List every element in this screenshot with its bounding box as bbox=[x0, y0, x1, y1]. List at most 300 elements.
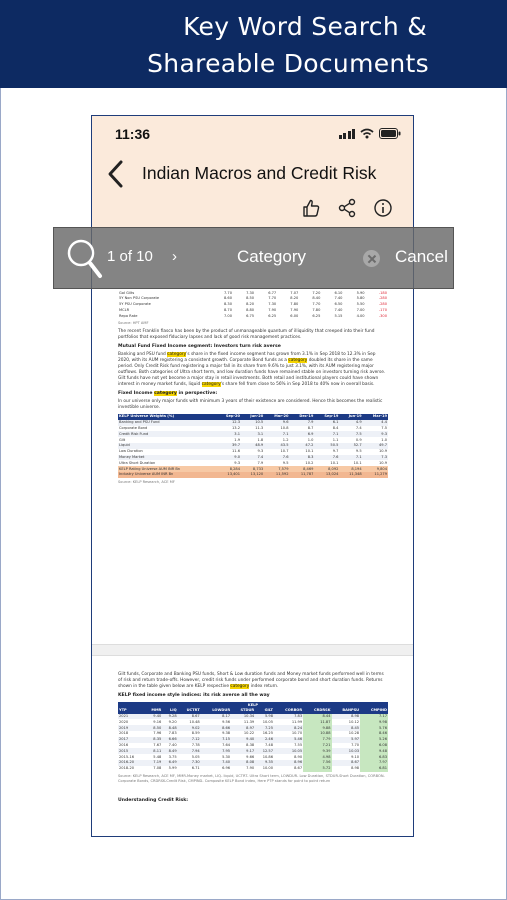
share-icon[interactable] bbox=[337, 198, 357, 218]
table-cell: 10.86 bbox=[262, 754, 273, 759]
table-cell: 8.80 bbox=[246, 307, 255, 312]
table-cell: 7.19 bbox=[144, 760, 162, 766]
table-cell: Jun-19 bbox=[339, 414, 362, 420]
table-cell: Industry Universe AUM INR Bn bbox=[118, 472, 216, 478]
table-cell: 5.48 bbox=[153, 754, 162, 759]
table-cell: GoI Gilts bbox=[119, 290, 135, 295]
table-cell: 8.59 bbox=[191, 731, 200, 736]
source-note-3: Source: KELP Research, ACE MF, MMR-Money market, LIQ- liquid, UCTRT- Ultra Short term, LOWDUR- Low Duration, STDUR-Short Duration, CORBON-Corporate Bonds, CRDRSK-Credit Risk, CMPIND- Composite KELP Bond index, Here PTP stands for point to point return bbox=[118, 773, 385, 783]
table-cell: 2018-20 bbox=[119, 766, 135, 771]
table-cell: 4.00 bbox=[356, 313, 365, 318]
table-cell: 8.11 bbox=[144, 748, 162, 754]
table-row bbox=[118, 766, 388, 772]
table-cell: 1.0 bbox=[381, 437, 387, 442]
table-cell: 7.80 bbox=[312, 307, 321, 312]
table-cell: 11.87 bbox=[303, 719, 331, 725]
table-cell: 7.67 bbox=[153, 743, 162, 748]
table-cell: Sep-20 bbox=[216, 414, 241, 420]
table-cell: 8.3 bbox=[290, 455, 315, 461]
table-cell: 6.25 bbox=[312, 313, 321, 318]
table-cell: 49.7 bbox=[363, 443, 388, 449]
table-cell: 10.2 bbox=[305, 460, 314, 465]
table-cell: 2015-16 bbox=[119, 754, 135, 759]
next-match-button[interactable]: › bbox=[172, 248, 177, 265]
table-cell: 9.3 bbox=[234, 460, 240, 465]
table-cell: 9.40 bbox=[144, 714, 162, 720]
table-cell: 8.98 bbox=[351, 766, 360, 771]
table-cell: 10.9 bbox=[378, 449, 387, 454]
battery-icon bbox=[379, 128, 401, 139]
table-cell: 9.35 bbox=[255, 760, 274, 766]
table-cell: 9.98 bbox=[360, 719, 388, 725]
heading-fixed-income-category: Fixed Income category in perspective: bbox=[118, 390, 218, 396]
table-cell: 7.95 bbox=[201, 748, 231, 754]
table-cell: 7.17 bbox=[360, 714, 388, 720]
table-row bbox=[118, 708, 388, 714]
table-cell: 8.70 bbox=[224, 307, 233, 312]
table-cell: 11.39 bbox=[243, 719, 255, 724]
rates-table bbox=[118, 290, 388, 319]
table-cell: 8.67 bbox=[332, 760, 361, 766]
table-cell: KELP Rating Universe AUM INR Bn bbox=[118, 466, 216, 472]
wifi-icon bbox=[360, 128, 374, 139]
table-cell: 10.48 bbox=[189, 719, 200, 724]
table-cell: CMPIND bbox=[360, 708, 388, 714]
table-cell: 7.64 bbox=[222, 743, 231, 748]
search-bar bbox=[53, 227, 454, 289]
cancel-button[interactable]: Cancel bbox=[395, 247, 448, 266]
paragraph-franklin: The recent Franklin fiasco has been by the product of unmanageable quantum of illiquidity that creeped into their fund portfolios that exposed fiduciary lapses and lack of good risk management practices. bbox=[118, 328, 375, 340]
table-cell: -300 bbox=[378, 313, 387, 318]
table-cell: 5.72 bbox=[303, 766, 331, 772]
banner-line-2: Shareable Documents bbox=[147, 49, 429, 78]
table-cell: 7.30 bbox=[246, 290, 255, 295]
table-cell: 11.3 bbox=[255, 426, 264, 431]
table-cell: 39.7 bbox=[216, 443, 241, 449]
table-cell: Money Market bbox=[118, 455, 216, 461]
table-cell: 7.20 bbox=[312, 290, 321, 295]
table-cell: 7.08 bbox=[153, 766, 162, 771]
table-cell: 10.5 bbox=[241, 420, 264, 426]
table-cell: 10.7 bbox=[280, 449, 289, 454]
table-cell: 52.7 bbox=[339, 443, 362, 449]
heading-mf-segment: Mutual Fund Fixed Income segment: Investors turn risk averse bbox=[118, 343, 281, 349]
table-cell: 6.00 bbox=[290, 313, 299, 318]
table-cell: 9.3 bbox=[363, 431, 388, 437]
kelp-indices-table bbox=[118, 702, 388, 772]
heading-credit-risk: Understanding Credit Risk: bbox=[118, 797, 189, 803]
table-cell: 10.05 bbox=[274, 748, 303, 754]
table-cell: 7.9 bbox=[257, 460, 264, 465]
table-cell: 4.4 bbox=[363, 420, 388, 426]
table-cell: Banking and PSU Fund bbox=[118, 420, 216, 426]
table-cell: 10.1 bbox=[330, 460, 339, 465]
table-cell: 7,579 bbox=[264, 466, 289, 472]
table-cell: 5.30 bbox=[222, 754, 231, 759]
table-cell: 13,024 bbox=[314, 472, 339, 478]
table-cell: 8.7 bbox=[307, 426, 314, 431]
search-highlight: category bbox=[167, 351, 187, 357]
table-cell: Liquid bbox=[118, 443, 216, 449]
table-cell: 5.90 bbox=[356, 290, 365, 295]
table-cell: 8.17 bbox=[201, 714, 231, 720]
table-cell: 7.6 bbox=[264, 455, 289, 461]
table-cell: CORBOR bbox=[274, 708, 303, 714]
table-cell: 7.55 bbox=[294, 743, 303, 748]
table-cell: 48.9 bbox=[241, 443, 264, 449]
table-cell: 7.94 bbox=[178, 748, 201, 754]
table-cell: YTP bbox=[118, 708, 144, 714]
source-note-1: Source: HPT AMF bbox=[118, 320, 149, 325]
table-cell: 13,120 bbox=[241, 472, 264, 478]
table-cell: 6.25 bbox=[268, 313, 277, 318]
table-cell: 7.00 bbox=[224, 313, 233, 318]
table-cell: Ultra Short Duration bbox=[119, 460, 156, 465]
table-cell: Sep-19 bbox=[314, 414, 339, 420]
table-cell: BANPSU bbox=[332, 708, 361, 714]
table-cell: 5Y Non PSU Corporate bbox=[119, 296, 160, 301]
table-cell: 9.16 bbox=[153, 719, 162, 724]
table-cell: 6.71 bbox=[191, 766, 200, 771]
table-cell: 5.80 bbox=[356, 296, 365, 301]
table-cell: 7.4 bbox=[241, 455, 264, 461]
table-cell: 7.90 bbox=[290, 307, 299, 312]
table-cell: 7.1 bbox=[339, 455, 362, 461]
table-cell: 8.67 bbox=[294, 766, 303, 771]
table-cell: 2018 bbox=[119, 731, 129, 736]
banner-line-1: Key Word Search & bbox=[183, 12, 427, 41]
table-cell: 2019 bbox=[118, 725, 144, 731]
table-cell: -180 bbox=[378, 290, 387, 295]
table-cell: LOWDUR bbox=[201, 708, 231, 714]
search-icon[interactable] bbox=[64, 236, 104, 282]
status-time: 11:36 bbox=[115, 126, 151, 142]
table-cell: 8,733 bbox=[241, 466, 264, 472]
table-cell: 6.96 bbox=[222, 766, 231, 771]
table-cell: 9.10 bbox=[351, 754, 360, 759]
table-cell: 7.96 bbox=[153, 731, 162, 736]
paragraph-gilt-funds: Gilt funds, Corporate and Banking PSU funds, Short & Low duration funds and Money market funds performed well in terms of risk and return trade-offs. However, credit risk funds under performed corporate bond and short duration funds. Returns shown in the table given below are KELP respective category index return. bbox=[118, 672, 384, 689]
paragraph-banking-psu: Banking and PSU fund category's share in the fixed income segment has grown from 3.1% in Sep 2018 to 12.3% in Sep 2020, with its AUM registering a consistent growth. Corporate Bond funds as a category doubled its share in the same period. Only Credit Risk fund registering a major fall in its share from 9.6% to just 3.1%, with its AUM registering major outflows. Both categories of Ultra short term, and low duration funds have remained stable on investors turning risk averse. Gilt funds have not yet become a major stay in retail investments. Both retail and institutional players could have shown interest in money market funds, liquid category's share fell from close to 56% in Sep 2018 to 40% now in overall basis. bbox=[118, 351, 386, 387]
table-cell: 7.40 bbox=[168, 743, 177, 748]
table-cell: 2017 bbox=[118, 737, 144, 743]
table-cell: 2.46 bbox=[255, 737, 274, 743]
table-cell: 9.0 bbox=[216, 455, 241, 461]
table-cell: 2021 bbox=[118, 714, 144, 720]
table-cell: 7.70 bbox=[351, 743, 360, 748]
table-cell: -170 bbox=[378, 307, 387, 312]
table-cell: 9.66 bbox=[246, 754, 255, 759]
thumbs-up-icon[interactable] bbox=[301, 198, 321, 218]
table-cell: 2016 bbox=[119, 743, 129, 748]
table-cell: 7.1 bbox=[314, 431, 339, 437]
table-cell: 12.3 bbox=[216, 420, 241, 426]
table-cell: 11.99 bbox=[291, 719, 303, 724]
table-cell: 6.81 bbox=[360, 766, 388, 772]
table-cell: 7.80 bbox=[290, 302, 299, 307]
table-cell: 6.50 bbox=[334, 302, 343, 307]
table-cell: 3.1 bbox=[241, 431, 264, 437]
search-input[interactable]: Category bbox=[237, 247, 306, 266]
table-cell: 2020 bbox=[119, 719, 129, 724]
table-cell: 6.10 bbox=[334, 290, 343, 295]
table-cell: Mar-19 bbox=[363, 414, 388, 420]
table-cell: 7.90 bbox=[246, 766, 255, 771]
table-cell: 1.1 bbox=[332, 437, 339, 442]
table-cell: UCTRT bbox=[178, 708, 201, 714]
table-cell: 9.7 bbox=[332, 449, 339, 454]
table-cell: Low Duration bbox=[119, 449, 143, 454]
info-icon[interactable] bbox=[373, 198, 393, 218]
table-cell: 6.83 bbox=[360, 754, 388, 760]
table-cell: 7.5 bbox=[339, 431, 362, 437]
table-cell: 5.46 bbox=[274, 737, 303, 743]
table-cell: 5.50 bbox=[356, 302, 365, 307]
table-cell: MCLR bbox=[119, 307, 130, 312]
table-cell: 10.88 bbox=[303, 731, 331, 737]
table-cell: 7.90 bbox=[268, 307, 277, 312]
table-cell: 7.25 bbox=[255, 725, 274, 731]
table-cell: KELP bbox=[118, 702, 388, 708]
table-cell: 7.83 bbox=[274, 714, 303, 720]
table-cell: 8,284 bbox=[216, 466, 241, 472]
table-cell: 11,592 bbox=[264, 472, 289, 478]
table-cell: 7.30 bbox=[178, 760, 201, 766]
table-row bbox=[118, 313, 388, 319]
clear-search-icon[interactable] bbox=[363, 250, 380, 267]
document-page-2 bbox=[118, 672, 388, 807]
table-cell: 7.40 bbox=[201, 760, 231, 766]
match-count: 1 of 10 bbox=[107, 248, 153, 265]
table-cell: 8.45 bbox=[332, 725, 361, 731]
source-note-2: Source: KELP Research, ACE MF bbox=[118, 479, 175, 484]
table-cell: 7.5 bbox=[381, 426, 387, 431]
table-cell: Corporate Bond bbox=[119, 426, 148, 431]
table-cell: 7.56 bbox=[303, 760, 331, 766]
page-break bbox=[92, 644, 413, 656]
signal-icon bbox=[339, 129, 356, 139]
table-cell: 6.66 bbox=[162, 737, 177, 743]
table-cell: 9.5 bbox=[355, 449, 362, 454]
table-cell: 9.3 bbox=[257, 449, 264, 454]
table-cell: 1.8 bbox=[257, 437, 264, 442]
table-cell: 6.49 bbox=[162, 760, 177, 766]
table-cell: 16.25 bbox=[262, 731, 273, 736]
table-cell: 7.97 bbox=[360, 760, 388, 766]
table-row bbox=[118, 472, 388, 478]
table-cell: 6.9 bbox=[290, 431, 315, 437]
table-cell: 7.6 bbox=[314, 455, 339, 461]
table-cell: 13.2 bbox=[231, 426, 240, 431]
app-header bbox=[92, 116, 413, 228]
table-cell: 7.70 bbox=[268, 296, 277, 301]
table-cell: 8.40 bbox=[312, 296, 321, 301]
table-cell: 7.40 bbox=[334, 296, 343, 301]
table-cell: Credit Risk Fund bbox=[118, 431, 216, 437]
table-cell: 8.4 bbox=[332, 426, 339, 431]
table-cell: 8,092 bbox=[314, 466, 339, 472]
table-cell: 10.9 bbox=[378, 460, 387, 465]
table-cell: 10.1 bbox=[353, 460, 362, 465]
back-chevron-icon[interactable] bbox=[105, 158, 127, 190]
table-cell: 10.00 bbox=[262, 766, 273, 771]
document-title: Indian Macros and Credit Risk bbox=[142, 163, 377, 183]
table-cell: 5.76 bbox=[360, 725, 388, 731]
table-cell: -280 bbox=[378, 302, 387, 307]
table-cell: 11,787 bbox=[290, 472, 315, 478]
table-cell: 8.90 bbox=[294, 754, 303, 759]
table-cell: 13,401 bbox=[216, 472, 241, 478]
table-cell: 11,348 bbox=[339, 472, 362, 478]
table-cell: 9.17 bbox=[231, 748, 255, 754]
table-cell: STDUR bbox=[231, 708, 255, 714]
table-cell: 6.1 bbox=[314, 420, 339, 426]
table-cell: Jun-20 bbox=[241, 414, 264, 420]
table-cell: Gilt bbox=[119, 437, 126, 442]
table-cell: 12.57 bbox=[255, 748, 274, 754]
table-cell: 10.70 bbox=[291, 731, 303, 736]
table-cell: 9.48 bbox=[360, 748, 388, 754]
table-cell: 1.2 bbox=[282, 437, 289, 442]
universe-weights-table bbox=[118, 414, 388, 478]
phone-screen bbox=[91, 115, 414, 837]
table-cell: 5.15 bbox=[334, 313, 343, 318]
table-cell: 5.99 bbox=[168, 766, 177, 771]
table-cell: 9.39 bbox=[303, 748, 331, 754]
table-cell: 3.75 bbox=[168, 754, 177, 759]
table-cell: -280 bbox=[378, 296, 387, 301]
search-highlight: category bbox=[288, 357, 308, 363]
table-cell: 8.49 bbox=[162, 748, 177, 754]
table-cell: 7.70 bbox=[312, 302, 321, 307]
table-cell: 10.05 bbox=[262, 719, 273, 724]
table-cell: 6.77 bbox=[268, 290, 277, 295]
table-cell: 4.9 bbox=[339, 420, 362, 426]
table-cell: 9.02 bbox=[178, 725, 201, 731]
table-cell: 7.07 bbox=[290, 290, 299, 295]
table-cell: 8.67 bbox=[178, 714, 201, 720]
table-cell: 8.08 bbox=[231, 760, 255, 766]
search-highlight: category bbox=[230, 684, 250, 689]
table-cell: 10.8 bbox=[280, 426, 289, 431]
table-cell: 5.97 bbox=[332, 737, 361, 743]
table-cell: 8.20 bbox=[290, 296, 299, 301]
search-highlight: category bbox=[201, 381, 221, 387]
table-cell: 7.3 bbox=[363, 455, 388, 461]
table-cell: 8.48 bbox=[162, 725, 177, 731]
table-cell: 3.1 bbox=[216, 431, 241, 437]
table-cell: 47.2 bbox=[290, 443, 315, 449]
table-cell: 7.70 bbox=[224, 290, 233, 295]
table-cell: 9.6 bbox=[264, 420, 289, 426]
table-cell: 50.5 bbox=[314, 443, 339, 449]
search-highlight: category bbox=[154, 390, 177, 396]
table-cell: 2015 bbox=[118, 748, 144, 754]
table-cell: 8,194 bbox=[339, 466, 362, 472]
table-cell: 8.44 bbox=[303, 714, 331, 720]
table-cell: 4.98 bbox=[303, 754, 331, 760]
table-cell: Mar-20 bbox=[264, 414, 289, 420]
heading-kelp-indices: KELP fixed income style indices: its risk averse all the way bbox=[118, 693, 270, 698]
table-cell: 8.96 bbox=[274, 760, 303, 766]
table-cell: LIQ bbox=[162, 708, 177, 714]
table-cell: 8.46 bbox=[360, 731, 388, 737]
table-cell: 7.83 bbox=[168, 731, 177, 736]
table-cell: 8.50 bbox=[144, 725, 162, 731]
table-cell: KELP Universe Weights (%) bbox=[118, 414, 216, 420]
table-cell: 7.78 bbox=[191, 743, 200, 748]
table-cell: 5.05 bbox=[191, 754, 200, 759]
table-cell: 7.30 bbox=[268, 302, 277, 307]
table-cell: 6.08 bbox=[360, 743, 388, 749]
table-cell: 8.98 bbox=[332, 714, 361, 720]
table-cell: 7.79 bbox=[303, 737, 331, 743]
table-cell: 8.50 bbox=[246, 296, 255, 301]
table-cell: 7.00 bbox=[356, 307, 365, 312]
table-cell: 5.98 bbox=[255, 714, 274, 720]
table-cell: 7.21 bbox=[303, 743, 331, 749]
table-cell: 9.5 bbox=[282, 460, 289, 465]
table-cell: 11,279 bbox=[363, 472, 388, 478]
table-cell: 9.20 bbox=[168, 719, 177, 724]
table-cell: 7.9 bbox=[290, 420, 315, 426]
paragraph-universe: In our universe only major funds with minimum 3 years of their existence are considered. Hence this becomes the realistic investible universe. bbox=[118, 398, 383, 410]
table-cell: 8.20 bbox=[246, 302, 255, 307]
table-cell: 7.48 bbox=[264, 743, 273, 748]
table-cell: 2016-20 bbox=[118, 760, 144, 766]
table-cell: 8.30 bbox=[224, 302, 233, 307]
table-cell: 10.28 bbox=[348, 731, 360, 736]
table-cell: Dec-19 bbox=[290, 414, 315, 420]
table-cell: 8.35 bbox=[144, 737, 162, 743]
table-cell: Repo Rate bbox=[119, 313, 138, 318]
promo-banner bbox=[0, 0, 507, 88]
table-cell: 5.26 bbox=[360, 737, 388, 743]
table-cell: 1.9 bbox=[234, 437, 240, 442]
table-cell: 6.75 bbox=[246, 313, 255, 318]
table-cell: 9.40 bbox=[231, 737, 255, 743]
table-cell: 10.03 bbox=[332, 748, 361, 754]
table-cell: 8.38 bbox=[246, 743, 255, 748]
table-cell: 43.5 bbox=[264, 443, 289, 449]
table-cell: 9,804 bbox=[363, 466, 388, 472]
table-cell: 8.97 bbox=[231, 725, 255, 731]
table-cell: 0.9 bbox=[355, 437, 362, 442]
table-cell: 7.40 bbox=[334, 307, 343, 312]
table-cell: 10.34 bbox=[231, 714, 255, 720]
table-cell: 10.22 bbox=[243, 731, 255, 736]
status-icons bbox=[339, 128, 402, 139]
table-cell: 9.28 bbox=[162, 714, 177, 720]
table-cell: 10.1 bbox=[305, 449, 314, 454]
table-cell: GILT bbox=[255, 708, 274, 714]
table-cell: 7.15 bbox=[201, 737, 231, 743]
table-cell: CRDRSK bbox=[303, 708, 331, 714]
table-cell: 8.60 bbox=[224, 296, 233, 301]
table-cell: 7.1 bbox=[264, 431, 289, 437]
table-cell: 11.6 bbox=[231, 449, 240, 454]
table-cell: 9.38 bbox=[222, 731, 231, 736]
table-cell: MMR bbox=[144, 708, 162, 714]
table-cell: 10.12 bbox=[348, 719, 360, 724]
table-cell: 8.24 bbox=[274, 725, 303, 731]
table-cell: 1.0 bbox=[307, 437, 314, 442]
table-cell: 8,469 bbox=[290, 466, 315, 472]
table-cell: 7.4 bbox=[355, 426, 362, 431]
header-actions bbox=[301, 198, 393, 218]
table-cell: 7.12 bbox=[178, 737, 201, 743]
table-cell: 9.56 bbox=[222, 719, 231, 724]
